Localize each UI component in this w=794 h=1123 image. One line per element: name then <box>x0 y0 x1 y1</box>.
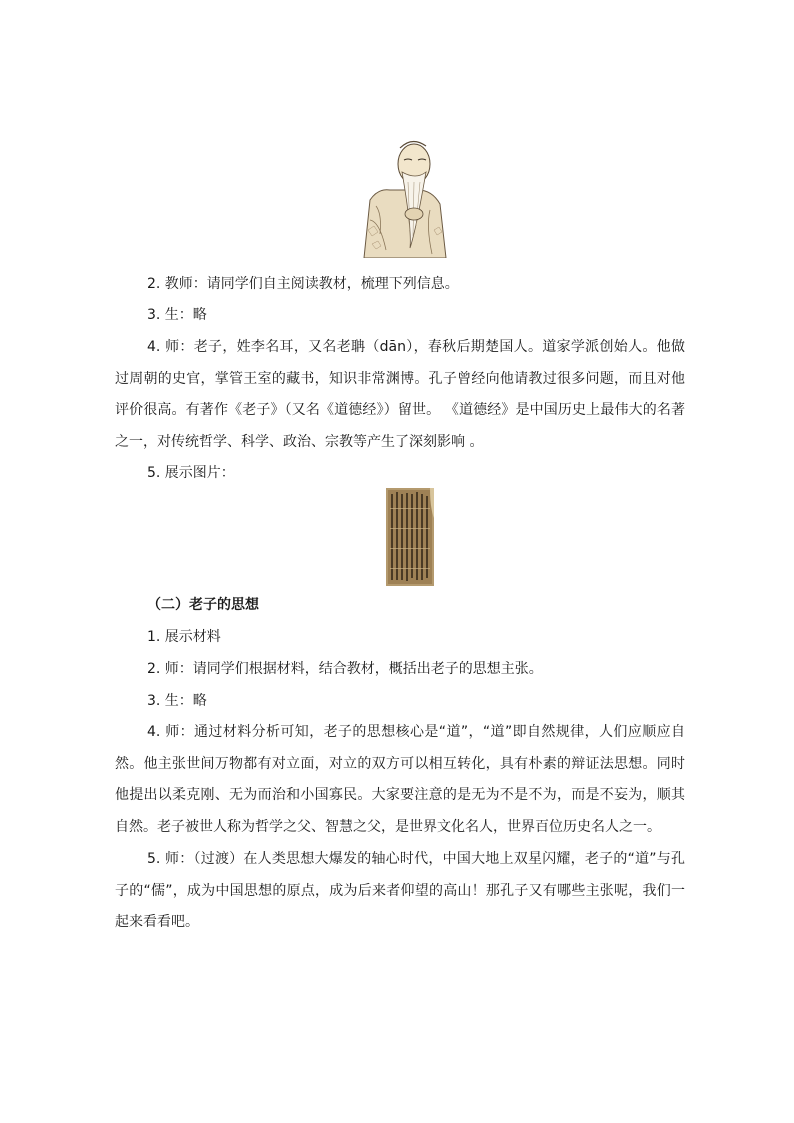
daodejing-manuscript-image <box>386 488 434 586</box>
paragraph-thought-step-4: 4. 师：通过材料分析可知，老子的思想核心是“道”，“道”即自然规律，人们应顺应自然。他主张世间万物都有对立面，对立的双方可以相互转化，具有朴素的辩证法思想。同时他提出以柔克刚、无为而治和小国寡民。大家要注意的是无为不是不为，而是不妄为，顺其自然。老子被世人称为哲学之父、智慧之父，是世界文化名人，世界百位历史名人之一。 <box>115 724 685 835</box>
paragraph-thought-step-5: 5. 师：（过渡）在人类思想大爆发的轴心时代，中国大地上双星闪耀，老子的“道”与孔子的“儒”，成为中国思想的原点，成为后来者仰望的高山！那孔子又有哪些主张呢，我们一起来看看吧。 <box>115 851 685 930</box>
paragraph-thought-step-1: 1. 展示材料 <box>147 629 221 645</box>
paragraph-step-4-laozi-intro: 4. 师：老子，姓李名耳，又名老聃（dān），春秋后期楚国人。道家学派创始人。他做过周朝的史官，掌管王室的藏书，知识非常渊博。孔子曾经向他请教过很多问题，而且对他评价很高。有著作《老子》（又名《道德经》）留世。 《道德经》是中国历史上最伟大的名著之一，对传统哲学、科学、政治、宗教等产生了深刻影响 。 <box>115 339 685 450</box>
paragraph-thought-step-3: 3. 生：略 <box>147 693 207 709</box>
paragraph-thought-step-2: 2. 师：请同学们根据材料，结合教材，概括出老子的思想主张。 <box>147 661 543 677</box>
paragraph-step-5-show-image: 5. 展示图片： <box>147 465 235 481</box>
section-heading-laozi-thought: （二）老子的思想 <box>147 597 259 613</box>
laozi-portrait-image <box>360 130 448 258</box>
paragraph-step-2: 2. 教师：请同学们自主阅读教材，梳理下列信息。 <box>147 276 459 292</box>
paragraph-step-3: 3. 生：略 <box>147 307 207 323</box>
